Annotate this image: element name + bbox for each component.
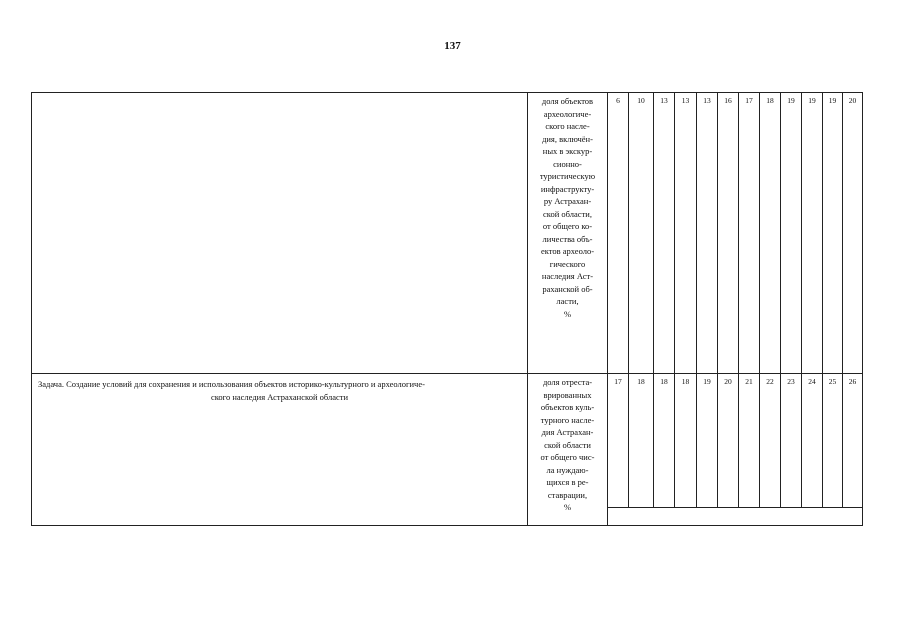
indicator-line: ставрации,	[547, 489, 588, 500]
indicator-line: личества объ-	[542, 233, 593, 244]
indicator-line: туристическую	[539, 171, 596, 181]
value-cell: 22	[760, 374, 781, 508]
indicator-line: врированных	[543, 389, 592, 400]
indicator-line: наследия Аст-	[541, 271, 594, 281]
indicator-line: турного насле-	[540, 414, 595, 425]
indicator-line: дия Астрахан-	[541, 427, 594, 437]
empty-cell	[608, 508, 863, 526]
value-cell: 21	[739, 374, 760, 508]
value-cell: 18	[629, 374, 654, 508]
table-row	[32, 93, 863, 374]
value-cell: 25	[823, 374, 843, 508]
indicator-line: %	[563, 502, 572, 512]
indicator-line: ектов археоло-	[540, 246, 595, 256]
value-cell: 13	[697, 93, 718, 374]
value-cell: 18	[675, 374, 697, 508]
value-cell: 13	[654, 93, 675, 374]
task-cell	[32, 93, 528, 374]
value-cell: 6	[608, 93, 629, 374]
table-row	[32, 374, 863, 508]
value-cell: 18	[760, 93, 781, 374]
indicator-cell	[528, 93, 608, 374]
indicator-line: инфраструкту-	[540, 183, 595, 194]
value-cell: 17	[608, 374, 629, 508]
value-cell: 18	[654, 374, 675, 508]
indicator-line: объектов куль-	[540, 402, 595, 412]
indicator-line: археологиче-	[543, 108, 592, 119]
value-cell: 19	[823, 93, 843, 374]
value-cell: 19	[781, 93, 802, 374]
indicator-line: ского насле-	[545, 121, 590, 131]
indicator-line: дия, включён-	[542, 133, 593, 144]
value-cell: 24	[802, 374, 823, 508]
indicator-line: раханской об-	[542, 283, 593, 294]
value-cell: 20	[718, 374, 739, 508]
value-cell: 26	[843, 374, 863, 508]
indicator-line: ру Астрахан-	[543, 196, 592, 206]
indicator-line: сионно-	[553, 158, 582, 169]
value-cell: 10	[629, 93, 654, 374]
indicator-line: гического	[549, 258, 586, 269]
indicator-cell	[528, 374, 608, 526]
indicator-line: ской области,	[543, 208, 592, 219]
indicator-line: доля объектов	[541, 96, 594, 106]
task-cell	[32, 374, 528, 526]
indicator-line: от общего ко-	[542, 221, 593, 231]
task-text-line: Задача. Создание условий для сохранения и использования объектов историко-культурного и археологиче-	[38, 379, 425, 389]
page-number: 137	[444, 40, 461, 52]
value-cell: 20	[843, 93, 863, 374]
indicator-line: щихся в ре-	[546, 477, 589, 487]
indicator-line: от общего чис-	[540, 452, 595, 462]
value-cell: 17	[739, 93, 760, 374]
value-cell: 13	[675, 93, 697, 374]
indicator-line: доля отреста-	[542, 377, 593, 387]
value-cell: 23	[781, 374, 802, 508]
indicator-line: %	[563, 308, 572, 319]
value-cell: 16	[718, 93, 739, 374]
indicators-table	[31, 92, 863, 526]
indicator-line: ской области	[544, 439, 591, 450]
indicator-line: ных в экскур-	[542, 146, 593, 156]
indicator-line: ла нуждаю-	[546, 464, 589, 475]
value-cell: 19	[802, 93, 823, 374]
task-text-line: ского наследия Астраханской области	[210, 391, 349, 402]
indicator-line: ласти,	[556, 296, 579, 306]
value-cell: 19	[697, 374, 718, 508]
